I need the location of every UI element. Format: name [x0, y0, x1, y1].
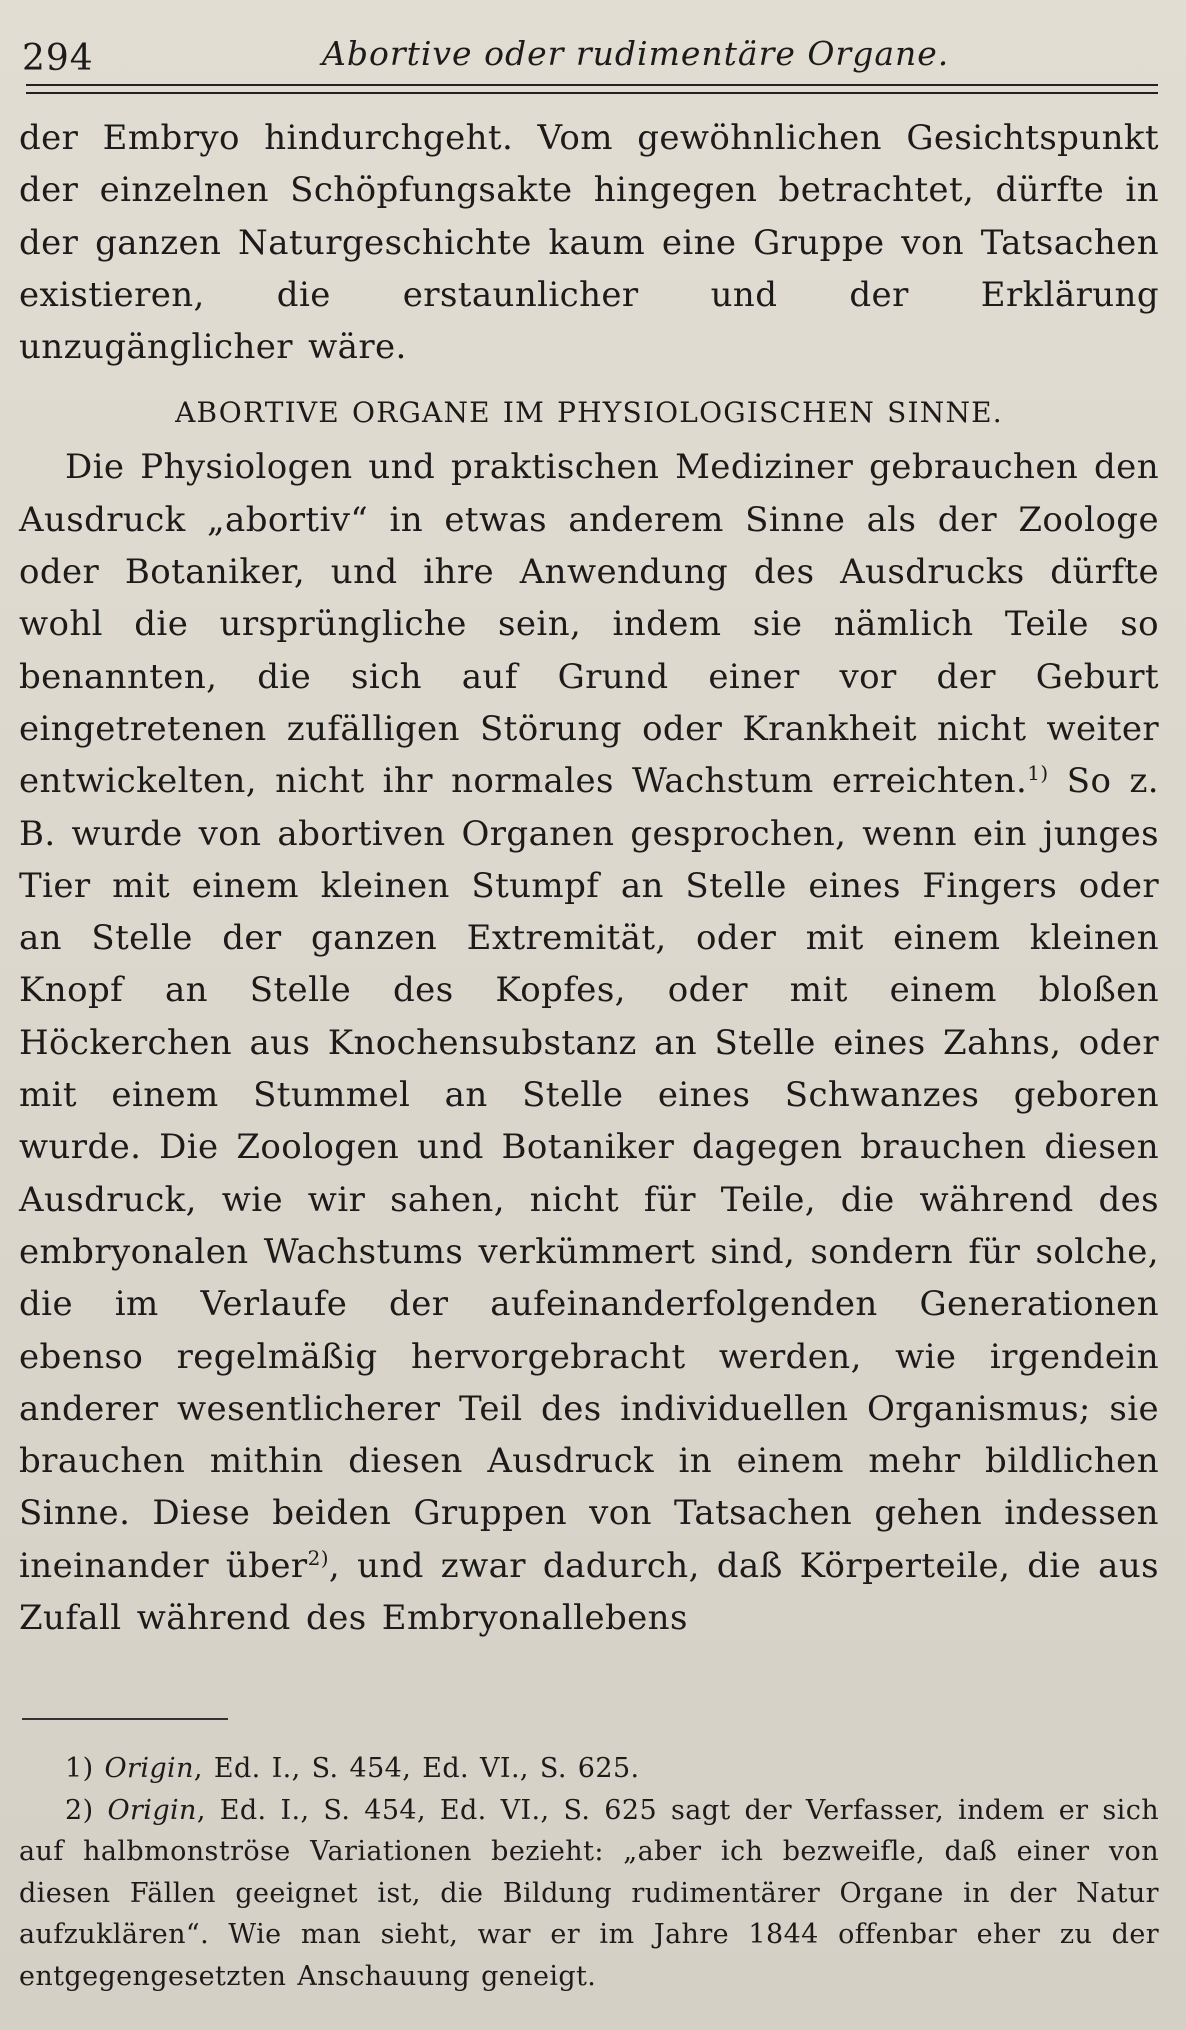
header-rule-top	[26, 84, 1158, 86]
section-heading: ABORTIVE ORGANE IM PHYSIOLOGISCHEN SINNE.	[175, 396, 1003, 430]
footnote-marker: 1)	[65, 1753, 94, 1784]
footnote-work-title: Origin	[107, 1794, 197, 1826]
paragraph-main	[19, 441, 1159, 1644]
footnote-work-title: Origin	[104, 1753, 194, 1784]
page-header	[22, 34, 1162, 78]
footnote-1	[19, 1748, 1159, 1790]
paragraph-main-part-1: Die Physiologen und praktischen Mediziner gebrauchen den Ausdruck „abortiv“ in etwas anderem Sinne als der Zoologe oder Botaniker, und ihre Anwendung des Ausdrucks dürfte wohl die ursprüngliche sein, indem sie nämlich Teile so benannten, die sich auf Grund einer vor der Geburt eingetretenen zufälligen Störung oder Krankheit nicht weiter entwickelten, nicht ihr normales Wachstum erreichten.	[19, 447, 1159, 802]
footnote-text: , Ed. I., S. 454, Ed. VI., S. 625.	[193, 1753, 640, 1784]
paragraph-continued: der Embryo hindurchgeht. Vom gewöhnlichen Gesichtspunkt der einzelnen Schöpfungsakte hingegen betrachtet, dürfte in der ganzen Naturgeschichte kaum eine Gruppe von Tatsachen existieren, die erstaunlicher und der Erklärung unzugänglicher wäre.	[19, 118, 1159, 368]
footnote-marker: 2)	[65, 1794, 94, 1826]
running-title: Abortive oder rudimentäre Organe.	[322, 34, 950, 73]
footnote-reference-1: 1)	[1027, 761, 1049, 786]
header-rule-bottom	[26, 92, 1158, 94]
footnote-separator	[22, 1718, 228, 1720]
body-text	[19, 112, 1159, 1644]
paragraph-main-part-3: , und zwar dadurch, daß Körperteile, die aus Zufall während des Embryonallebens	[19, 1545, 1159, 1639]
paragraph-main-part-2: So z. B. wurde von abortiven Organen gesprochen, wenn ein junges Tier mit einem kleinen Stumpf an Stelle eines Fingers oder an Stelle der ganzen Extremität, oder mit einem kleinen Knopf an Stelle des Kopfes, oder mit einem bloßen Höckerchen aus Knochensubstanz an Stelle eines Zahns, oder mit einem Stummel an Stelle eines Schwanzes geboren wurde. Die Zoologen und Botaniker dagegen brauchen diesen Ausdruck, wie wir sahen, nicht für Teile, die während des embryonalen Wachstums verkümmert sind, sondern für solche, die im Verlaufe der aufeinanderfolgenden Generationen ebenso regelmäßig hervorgebracht werden, wie irgendein anderer wesentlicherer Teil des individuellen Organismus; sie brauchen mithin diesen Ausdruck in einem mehr bildlichen Sinne. Diese beiden Gruppen von Tatsachen gehen indessen ineinander über	[19, 761, 1159, 1586]
page-number: 294	[22, 38, 94, 79]
footnote-reference-2: 2)	[307, 1545, 329, 1570]
footnote-2	[19, 1790, 1159, 1998]
footnote-text: , Ed. I., S. 454, Ed. VI., S. 625 sagt der Verfasser, indem er sich auf halbmonströse Variationen bezieht: „aber ich bezweifle, daß einer von diesen Fällen geeignet ist, die Bildung rudimentärer Organe in der Natur aufzuklären“. Wie man sieht, war er im Jahre 1844 offenbar eher zu der entgegengesetzten Anschauung geneigt.	[19, 1794, 1160, 1992]
footnotes	[19, 1748, 1159, 1997]
